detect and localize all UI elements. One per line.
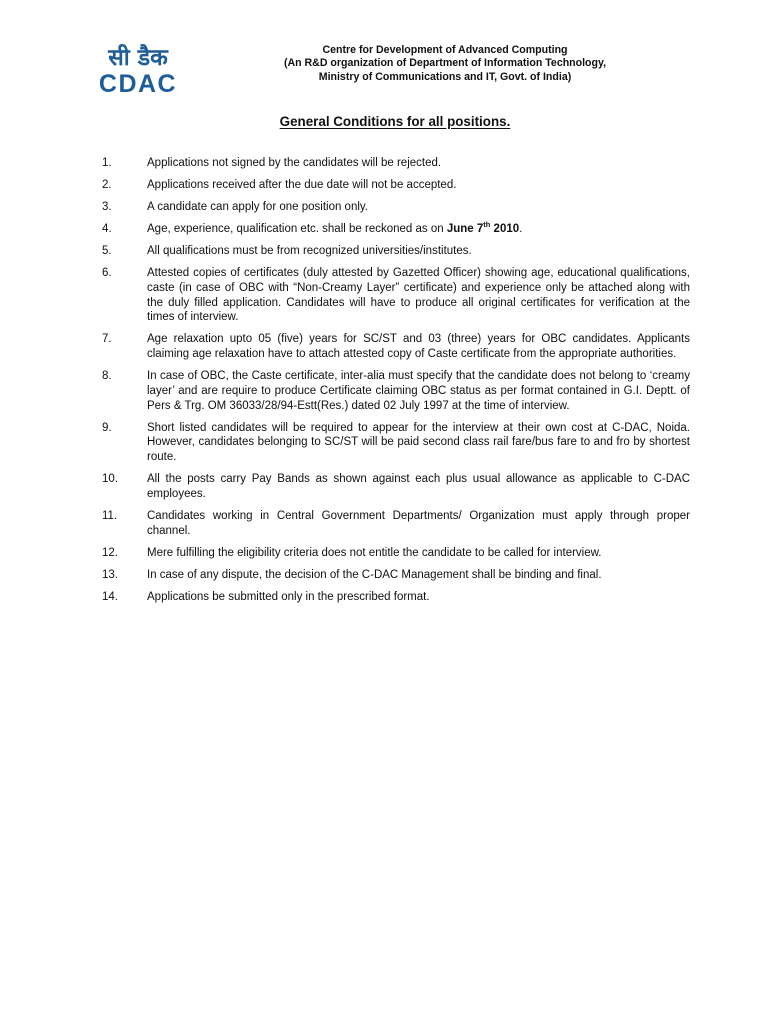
condition-number: 13. — [102, 568, 118, 581]
condition-text: A candidate can apply for one position only. — [147, 200, 368, 213]
condition-number: 11. — [102, 510, 118, 523]
condition-text: In case of OBC, the Caste certificate, inter-alia must specify that the candidate does not belong to ‘creamy layer’ and are require to produce Certificate claiming OBC status as per format contained in G.I. Deptt. of Pers & Trg. OM 36033/28/94-Estt(Res.) dated 02 July 1997 at the time of interview. — [147, 370, 690, 412]
condition-number: 2. — [102, 178, 112, 191]
org-ministry: Ministry of Communications and IT, Govt. of India) — [318, 70, 572, 83]
condition-text: Applications be submitted only in the prescribed format. — [147, 590, 430, 603]
condition-item — [102, 156, 690, 171]
condition-text: Applications received after the due date will not be accepted. — [147, 178, 457, 191]
condition-number: 6. — [102, 266, 112, 279]
logo-latin-text: CDAC — [98, 70, 178, 96]
condition-item — [102, 222, 690, 237]
condition-item — [102, 421, 690, 465]
reckoning-date-year: 2010 — [490, 222, 520, 235]
condition-number: 1. — [102, 157, 112, 169]
condition-text: All the posts carry Pay Bands as shown against each plus usual allowance as applicable to C-DAC employees. — [147, 473, 690, 501]
condition-text — [147, 222, 690, 237]
condition-text: In case of any dispute, the decision of the C-DAC Management shall be binding and final. — [147, 568, 602, 581]
condition-item — [102, 568, 690, 583]
condition-text-after-date: . — [519, 222, 523, 235]
condition-item — [102, 590, 690, 605]
condition-item — [102, 369, 690, 413]
condition-item — [102, 509, 690, 539]
condition-number: 3. — [102, 200, 112, 213]
condition-text: Age relaxation upto 05 (five) years for SC/ST and 03 (three) years for OBC candidates. Applicants claiming age relaxation have to attach attested copy of Caste certificate from the appropriate authorities. — [147, 333, 690, 361]
reckoning-date-day: June 7 — [446, 222, 484, 235]
condition-number: 4. — [102, 222, 112, 235]
condition-text: Applications not signed by the candidates will be rejected. — [147, 157, 442, 169]
condition-text: All qualifications must be from recognized universities/institutes. — [147, 244, 472, 257]
condition-item — [102, 200, 690, 215]
condition-number: 12. — [102, 546, 118, 559]
condition-number: 5. — [102, 244, 112, 257]
organization-header — [250, 44, 640, 84]
logo-hindi-text: सी डैक — [108, 45, 168, 71]
condition-item — [102, 244, 690, 259]
cdac-logo — [84, 42, 194, 96]
condition-item — [102, 472, 690, 502]
condition-number: 8. — [102, 370, 112, 383]
condition-item — [102, 266, 690, 325]
org-name: Centre for Development of Advanced Computing — [322, 44, 568, 56]
condition-number: 7. — [102, 333, 112, 346]
conditions-list — [102, 156, 690, 612]
condition-item — [102, 332, 690, 362]
reckoning-date-suffix: th — [483, 220, 491, 230]
condition-text-before-date: Age, experience, qualification etc. shall be reckoned as on — [147, 222, 447, 235]
condition-item — [102, 546, 690, 561]
condition-number: 10. — [102, 473, 118, 486]
condition-number: 14. — [102, 590, 118, 603]
condition-text: Attested copies of certificates (duly attested by Gazetted Officer) showing age, educational qualifications, caste (in case of OBC with “Non-Creamy Layer” certificate) and experience only be attached along with the duly filled application. Candidates will have to produce all original certificates for verification at the times of interview. — [147, 266, 690, 324]
condition-text: Short listed candidates will be required to appear for the interview at their own cost at C-DAC, Noida. However, candidates belonging to SC/ST will be paid second class rail fare/bus fare to and fro by shortest route. — [147, 421, 690, 464]
condition-item — [102, 178, 690, 193]
org-affiliation: (An R&D organization of Department of Information Technology, — [283, 57, 607, 70]
reckoning-date — [446, 220, 520, 235]
document-title: General Conditions for all positions. — [279, 114, 511, 129]
condition-text: Mere fulfilling the eligibility criteria does not entitle the candidate to be called for interview. — [147, 546, 602, 559]
condition-number: 9. — [102, 421, 112, 434]
condition-text: Candidates working in Central Government Departments/ Organization must apply through proper channel. — [147, 510, 690, 537]
